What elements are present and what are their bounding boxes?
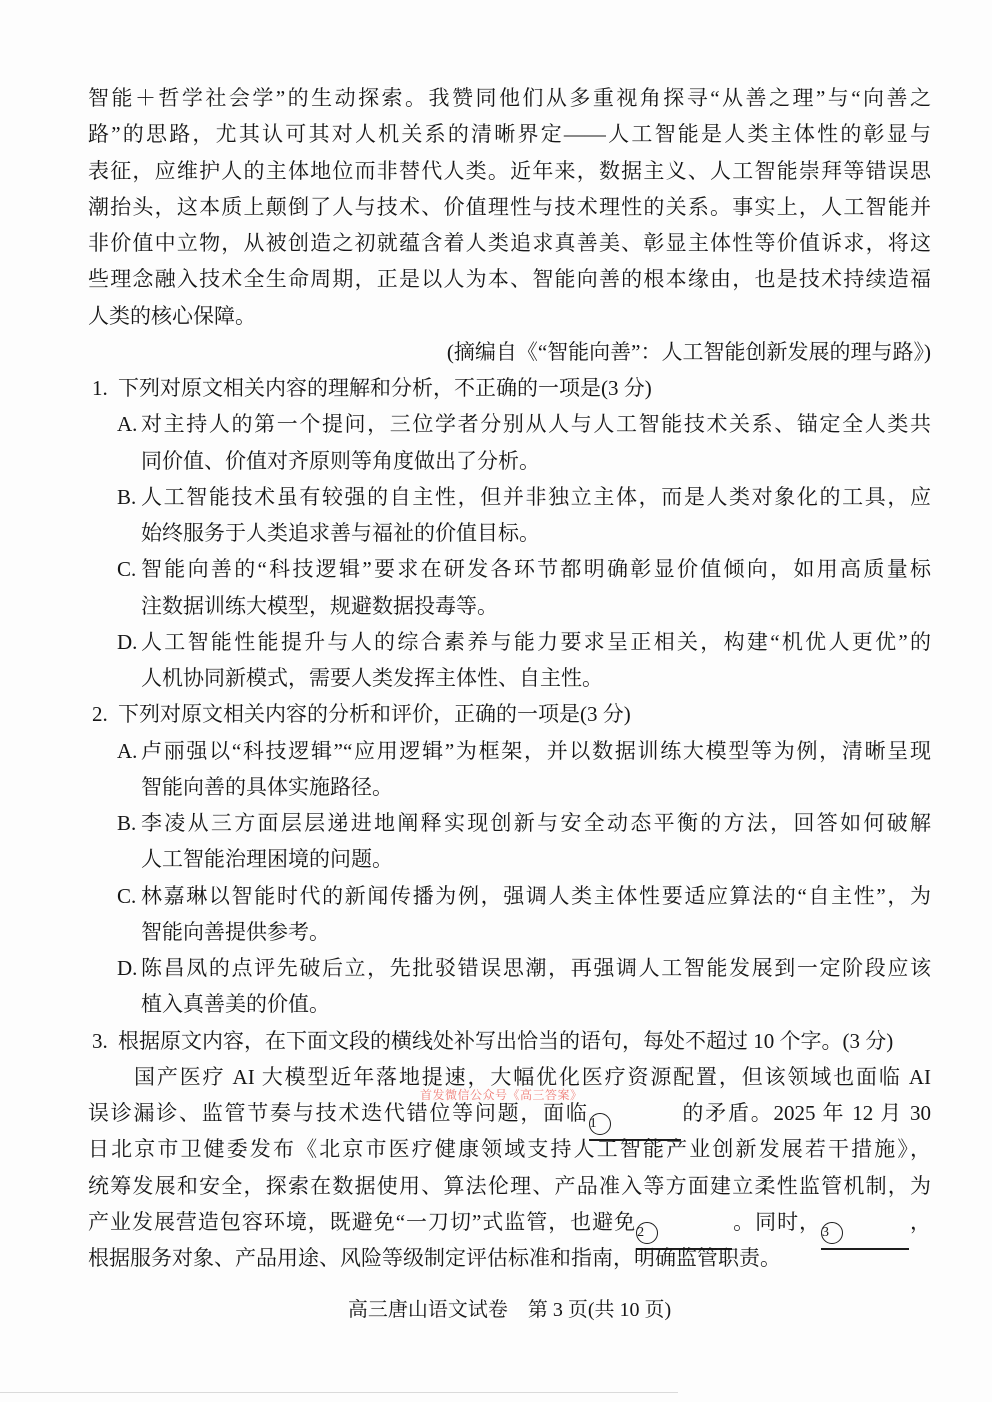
option-line: 智能向善的“科技逻辑”要求在研发各环节都明确彰显价值倾向，如用高质量标 [141, 557, 931, 582]
option-text [141, 733, 931, 806]
option-text [141, 479, 931, 552]
reading-passage [88, 80, 931, 370]
question-stem: 下列对原文相关内容的理解和分析，不正确的一项是(3 分) [118, 376, 652, 400]
question-number: 3. [92, 1028, 108, 1053]
option-line: 陈昌凤的点评先破后立，先批驳错误思潮，再强调人工智能发展到一定阶段应该 [141, 956, 931, 980]
passage-attribution: (摘编自《“智能向善”：人工智能创新发展的理与路》) [446, 339, 931, 364]
option-line: 注数据训练大模型，规避数据投毒等。 [141, 593, 498, 618]
option-label: A. [117, 738, 138, 763]
circled-number-2: 2 [636, 1222, 658, 1244]
watermark: 首发微信公众号《高三答案》 [420, 1088, 583, 1102]
option-line: 始终服务于人类追求善与福祉的价值目标。 [141, 521, 540, 545]
text-segment: 的矛盾。2025 年 12 月 30 [680, 1101, 932, 1125]
option-text [141, 950, 931, 1023]
option-row-d [117, 624, 931, 697]
blank-underline-3 [821, 1218, 909, 1250]
text-segment: 产业发展营造包容环境，既避免“一刀切”式监管，也避免 [88, 1209, 637, 1234]
passage-line: 智能＋哲学社会学”的生动探索。我赞同他们从多重视角探寻“从善之理”与“向善之 [88, 86, 931, 110]
passage-line: 些理念融入技术全生命周期，正是以人为本、智能向善的根本缘由，也是技术持续造福 [88, 267, 931, 292]
cloze-line-with-blanks-2-3 [88, 1204, 931, 1240]
passage-line: 路”的思路，尤其认可其对人机关系的清晰界定——人工智能是人类主体性的彰显与 [88, 122, 931, 147]
option-text [141, 406, 931, 479]
option-line: 植入真善美的价值。 [141, 992, 330, 1017]
option-line: 对主持人的第一个提问，三位学者分别从人与人工智能技术关系、锚定全人类共 [141, 412, 931, 437]
option-label: C. [117, 883, 137, 908]
option-text [141, 805, 931, 878]
cloze-line: 国产医疗 AI 大模型近年落地提速，大幅优化医疗资源配置，但该领域也面临 AI [134, 1064, 931, 1089]
question-2 [88, 696, 931, 1022]
question-3-stem-row [92, 1023, 931, 1059]
cloze-line: 根据服务对象、产品用途、风险等级制定评估标准和指南，明确监管职责。 [88, 1246, 781, 1270]
option-row-c [117, 878, 931, 951]
text-segment: 误诊漏诊、监管节奏与技术迭代错位等问题，面临 [88, 1101, 589, 1125]
option-label: C. [117, 557, 137, 582]
option-label: D. [117, 956, 138, 980]
option-row-c [117, 551, 931, 624]
text-segment: 。同时， [732, 1209, 822, 1234]
option-line: 人工智能性能提升与人的综合素养与能力要求呈正相关，构建“机优人更优”的 [141, 629, 931, 654]
scan-artifact-line [0, 1392, 678, 1393]
cloze-line: 日北京市卫健委发布《北京市医疗健康领域支持人工智能产业创新发展若干措施》， [88, 1137, 931, 1162]
option-row-b [117, 479, 931, 552]
question-number: 1. [92, 376, 108, 400]
passage-line: 非价值中立物，从被创造之初就蕴含着人类追求真善美、彰显主体性等价值诉求，将这 [88, 231, 931, 255]
option-label: B. [117, 811, 137, 835]
option-label: D. [117, 629, 138, 654]
option-row-a [117, 733, 931, 806]
option-line: 人机协同新模式，需要人类发挥主体性、自主性。 [141, 666, 603, 690]
option-row-d [117, 950, 931, 1023]
question-stem: 根据原文内容，在下面文段的横线处补写出恰当的语句，每处不超过 10 个字。(3 分) [118, 1028, 894, 1053]
option-line: 人工智能技术虽有较强的自主性，但并非独立主体，而是人类对象化的工具，应 [141, 484, 931, 509]
option-text [141, 624, 931, 697]
option-line: 人工智能治理困境的问题。 [141, 847, 393, 872]
question-3 [88, 1023, 931, 1277]
circled-number-1: 1 [589, 1113, 611, 1135]
question-2-stem-row [92, 696, 931, 732]
circled-number-3: 3 [821, 1222, 843, 1244]
question-number: 2. [92, 702, 108, 727]
cloze-line: 统筹发展和安全，探索在数据使用、算法伦理、产品准入等方面建立柔性监管机制，为 [88, 1173, 931, 1198]
option-line: 同价值、价值对齐原则等角度做出了分析。 [141, 448, 540, 473]
question-stem: 下列对原文相关内容的分析和评价，正确的一项是(3 分) [118, 702, 631, 727]
option-row-a [117, 406, 931, 479]
question-1-stem-row [92, 370, 931, 406]
question-1 [88, 370, 931, 696]
option-text [141, 878, 931, 951]
passage-line: 人类的核心保障。 [88, 303, 256, 328]
option-text [141, 551, 931, 624]
passage-line: 表征，应维护人的主体地位而非替代人类。近年来，数据主义、人工智能崇拜等错误思 [88, 158, 931, 183]
option-label: A. [117, 412, 138, 437]
option-line: 林嘉琳以智能时代的新闻传播为例，强调人类主体性要适应算法的“自主性”，为 [141, 883, 931, 908]
option-line: 智能向善提供参考。 [141, 919, 330, 944]
option-line: 卢丽强以“科技逻辑”“应用逻辑”为框架，并以数据训练大模型等为例，清晰呈现 [141, 738, 931, 763]
option-label: B. [117, 484, 137, 509]
option-line: 李凌从三方面层层递进地阐释实现创新与安全动态平衡的方法，回答如何破解 [141, 811, 931, 835]
page-footer: 高三唐山语文试卷 第 3 页(共 10 页) [347, 1299, 672, 1321]
option-line: 智能向善的具体实施路径。 [141, 774, 393, 799]
passage-line: 潮抬头，这本质上颠倒了人与技术、价值理性与技术理性的关系。事实上，人工智能并 [88, 194, 931, 219]
option-row-b [117, 805, 931, 878]
text-segment: ， [909, 1209, 932, 1234]
